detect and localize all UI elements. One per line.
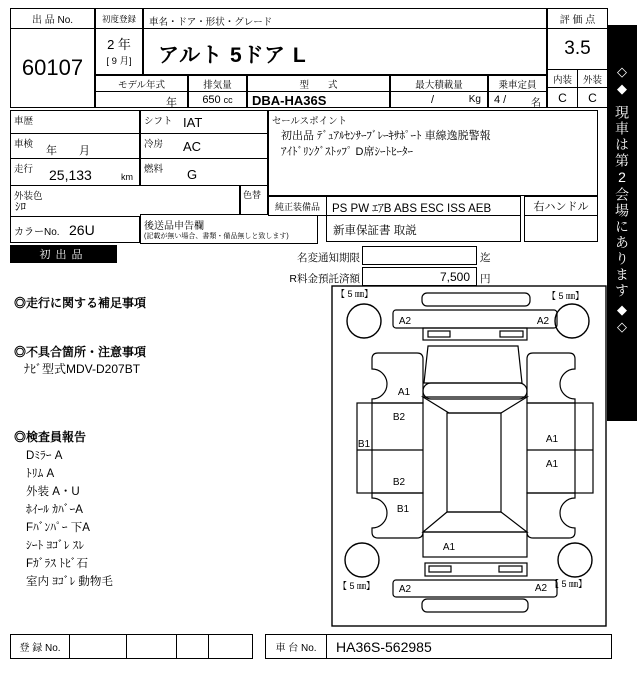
late-items-note: (記載が無い場合、書類・備品無しと致します) — [144, 233, 289, 240]
rear-panel — [425, 563, 527, 576]
interior-grade-label: 内装 — [547, 69, 578, 88]
aircon-label: 冷房 — [144, 139, 164, 150]
shift-label: シフト — [144, 116, 173, 127]
venue-banner — [607, 25, 637, 421]
banner-text: 現車は第2会場にあります — [614, 105, 630, 299]
registration-no-label: 登 録 No. — [11, 635, 70, 658]
name-change-deadline-field — [362, 246, 477, 265]
banner-top-diamonds: ◇◆ — [615, 65, 631, 99]
panel-grade-mark: A2 — [398, 316, 412, 327]
oem-equipment-value: PS PW ｴｱB ABS ESC ISS AEB — [326, 196, 521, 216]
chassis-no-value: HA36S-562985 — [336, 639, 432, 655]
inspector-item: 外装 A・U — [26, 486, 80, 498]
taillight-left — [429, 566, 451, 572]
left-rear-quarter — [372, 493, 423, 538]
panel-grade-mark: A1 — [545, 459, 559, 470]
inspector-item: Dﾐﾗｰ A — [26, 450, 63, 462]
recycle-fee-value: 7,500 — [362, 267, 477, 286]
vehicle-name-value: アルト 5ドア L — [143, 28, 547, 75]
chassis-no-label: 車 台 No. — [266, 635, 327, 658]
panel-grade-mark: B2 — [392, 477, 406, 488]
panel-grade-mark: A1 — [442, 542, 456, 553]
oem-equipment-label: 純正装備品 — [268, 196, 327, 216]
capacity-unit: 名 — [531, 98, 541, 109]
sales-point-label: セールスポイント — [272, 116, 348, 127]
panel-grade-mark: A1 — [397, 387, 411, 398]
headlight-right — [500, 331, 523, 337]
wheel-rear-right — [558, 543, 592, 577]
recycle-fee-unit: 円 — [480, 273, 491, 285]
inspector-item: ｼｰﾄ ﾖｺﾞﾚ ｽﾚ — [26, 540, 85, 552]
rear-gate — [423, 532, 527, 557]
max-load-value: / — [431, 94, 435, 106]
inspector-item: Fﾊﾞﾝﾊﾟｰ 下A — [26, 522, 90, 534]
rear-pillars — [423, 512, 527, 532]
defect-note-item: ﾅﾋﾞ型式MDV-D207BT — [24, 362, 141, 376]
panel-grade-mark: A2 — [398, 584, 412, 595]
color-no-value: 26U — [69, 222, 95, 238]
max-load-unit: Kg — [468, 94, 481, 105]
banner-bottom-diamonds: ◆◇ — [615, 303, 631, 337]
hood — [424, 346, 522, 383]
wheel-front-left — [347, 304, 381, 338]
name-change-deadline-suffix: 迄 — [480, 252, 491, 264]
rear-bumper — [393, 580, 557, 597]
front-top-strip — [422, 293, 530, 306]
right-doors — [527, 403, 593, 493]
panel-grade-mark: A1 — [545, 434, 559, 445]
color-no-label: カラーNo. — [14, 227, 60, 238]
tire-depth-label: 【 5 ㎜】 — [338, 581, 376, 591]
panel-grade-mark: A2 — [534, 583, 548, 594]
panel-grade-mark: B1 — [357, 439, 371, 450]
aircon-value: AC — [183, 139, 202, 154]
first-listing-badge: 初出品 — [10, 245, 117, 263]
model-code-value: DBA-HA36S — [247, 91, 390, 108]
fuel-value: G — [187, 167, 198, 182]
fuel-label: 燃料 — [144, 164, 164, 175]
empty-cell — [524, 215, 598, 242]
late-items-label: 後送品申告欄 — [144, 221, 204, 232]
mileage-note-title: ◎走行に関する補足事項 — [14, 296, 147, 310]
color-change-label: 色替 — [243, 190, 262, 200]
lot-no-value: 60107 — [10, 28, 95, 108]
sales-point-line2: ｱｲﾄﾞﾘﾝｸﾞｽﾄｯﾌﾟ D席ｼｰﾄﾋｰﾀｰ — [281, 146, 413, 158]
vehicle-name-label: 車名・ドア・形状・グレード — [143, 8, 547, 29]
displacement-value: 650 — [202, 93, 221, 106]
exterior-color-label: 外装色 — [14, 191, 43, 202]
max-load-label: 最大積載量 — [390, 75, 488, 92]
tire-depth-label: 【 5 ㎜】 — [547, 291, 585, 301]
right-rear-quarter — [527, 493, 575, 538]
inspection-label: 車検 — [14, 139, 34, 150]
first-registration-year: 2 年 — [107, 37, 131, 52]
displacement-label: 排気量 — [188, 75, 247, 92]
inspector-item: Fｶﾞﾗｽ ﾄﾋﾞ石 — [26, 558, 88, 570]
tire-depth-label: 【 5 ㎜】 — [550, 579, 588, 589]
panel-grade-mark: A2 — [536, 316, 550, 327]
capacity-value: 4 / — [494, 94, 507, 106]
exterior-grade-value: C — [577, 87, 608, 108]
panel-grade-mark: B2 — [392, 412, 406, 423]
rear-bottom-strip — [422, 599, 528, 612]
inspector-report-title: ◎検査員報告 — [14, 430, 87, 444]
documents-value: 新車保証書 取説 — [326, 215, 521, 242]
lot-no-label: 出 品 No. — [10, 8, 95, 29]
first-registration-month: [ 9 月] — [106, 56, 132, 67]
exterior-color-value: ｼﾛ — [15, 201, 26, 213]
name-change-deadline-label: 名変通知期限 — [297, 252, 360, 264]
wheel-rear-left — [345, 543, 379, 577]
shift-value: IAT — [183, 115, 203, 130]
mileage-unit: km — [121, 172, 133, 182]
inspector-item: ﾎｲｰﾙ ｶﾊﾞｰA — [26, 504, 83, 516]
model-year-label: モデル年式 — [95, 75, 188, 92]
reg-cell-divider — [208, 635, 209, 658]
roof — [447, 413, 501, 512]
defect-note-title: ◎不具合箇所・注意事項 — [14, 345, 147, 359]
tire-depth-label: 【 5 ㎜】 — [336, 289, 374, 299]
history-label: 車歴 — [14, 116, 34, 127]
mileage-value: 25,133 — [49, 167, 92, 183]
reg-cell-divider — [176, 635, 177, 658]
capacity-label: 乗車定員 — [488, 75, 547, 92]
panel-grade-mark: B1 — [396, 504, 410, 515]
model-year-value: 年 — [95, 91, 188, 108]
steering-position: 右ハンドル — [524, 196, 598, 216]
score-label: 評 価 点 — [547, 8, 608, 29]
taillight-right — [499, 566, 522, 572]
inspection-value: 年 月 — [46, 145, 90, 157]
inspector-item: 室内 ﾖｺﾞﾚ 動物毛 — [26, 576, 113, 588]
score-value: 3.5 — [547, 28, 608, 70]
first-registration-label: 初度登録 — [95, 8, 143, 29]
reg-cell-divider — [126, 635, 127, 658]
wheel-front-right — [555, 304, 589, 338]
interior-grade-value: C — [547, 87, 578, 108]
mileage-label: 走行 — [14, 164, 34, 175]
model-code-label: 型 式 — [247, 75, 390, 92]
exterior-grade-label: 外装 — [577, 69, 608, 88]
car-diagram-svg — [331, 285, 607, 627]
right-front-fender — [527, 353, 575, 403]
displacement-unit: cc — [223, 94, 233, 105]
sales-point-line1: 初出品 ﾃﾞｭｱﾙｾﾝｻｰﾌﾞﾚｰｷｻﾎﾟｰﾄ 車線逸脱警報 — [281, 130, 491, 142]
front-grille — [423, 328, 527, 340]
front-bumper — [393, 310, 557, 328]
inspector-item: ﾄﾘﾑ A — [26, 468, 55, 480]
recycle-fee-label: R料金預託済額 — [289, 273, 360, 285]
headlight-left — [428, 331, 450, 337]
